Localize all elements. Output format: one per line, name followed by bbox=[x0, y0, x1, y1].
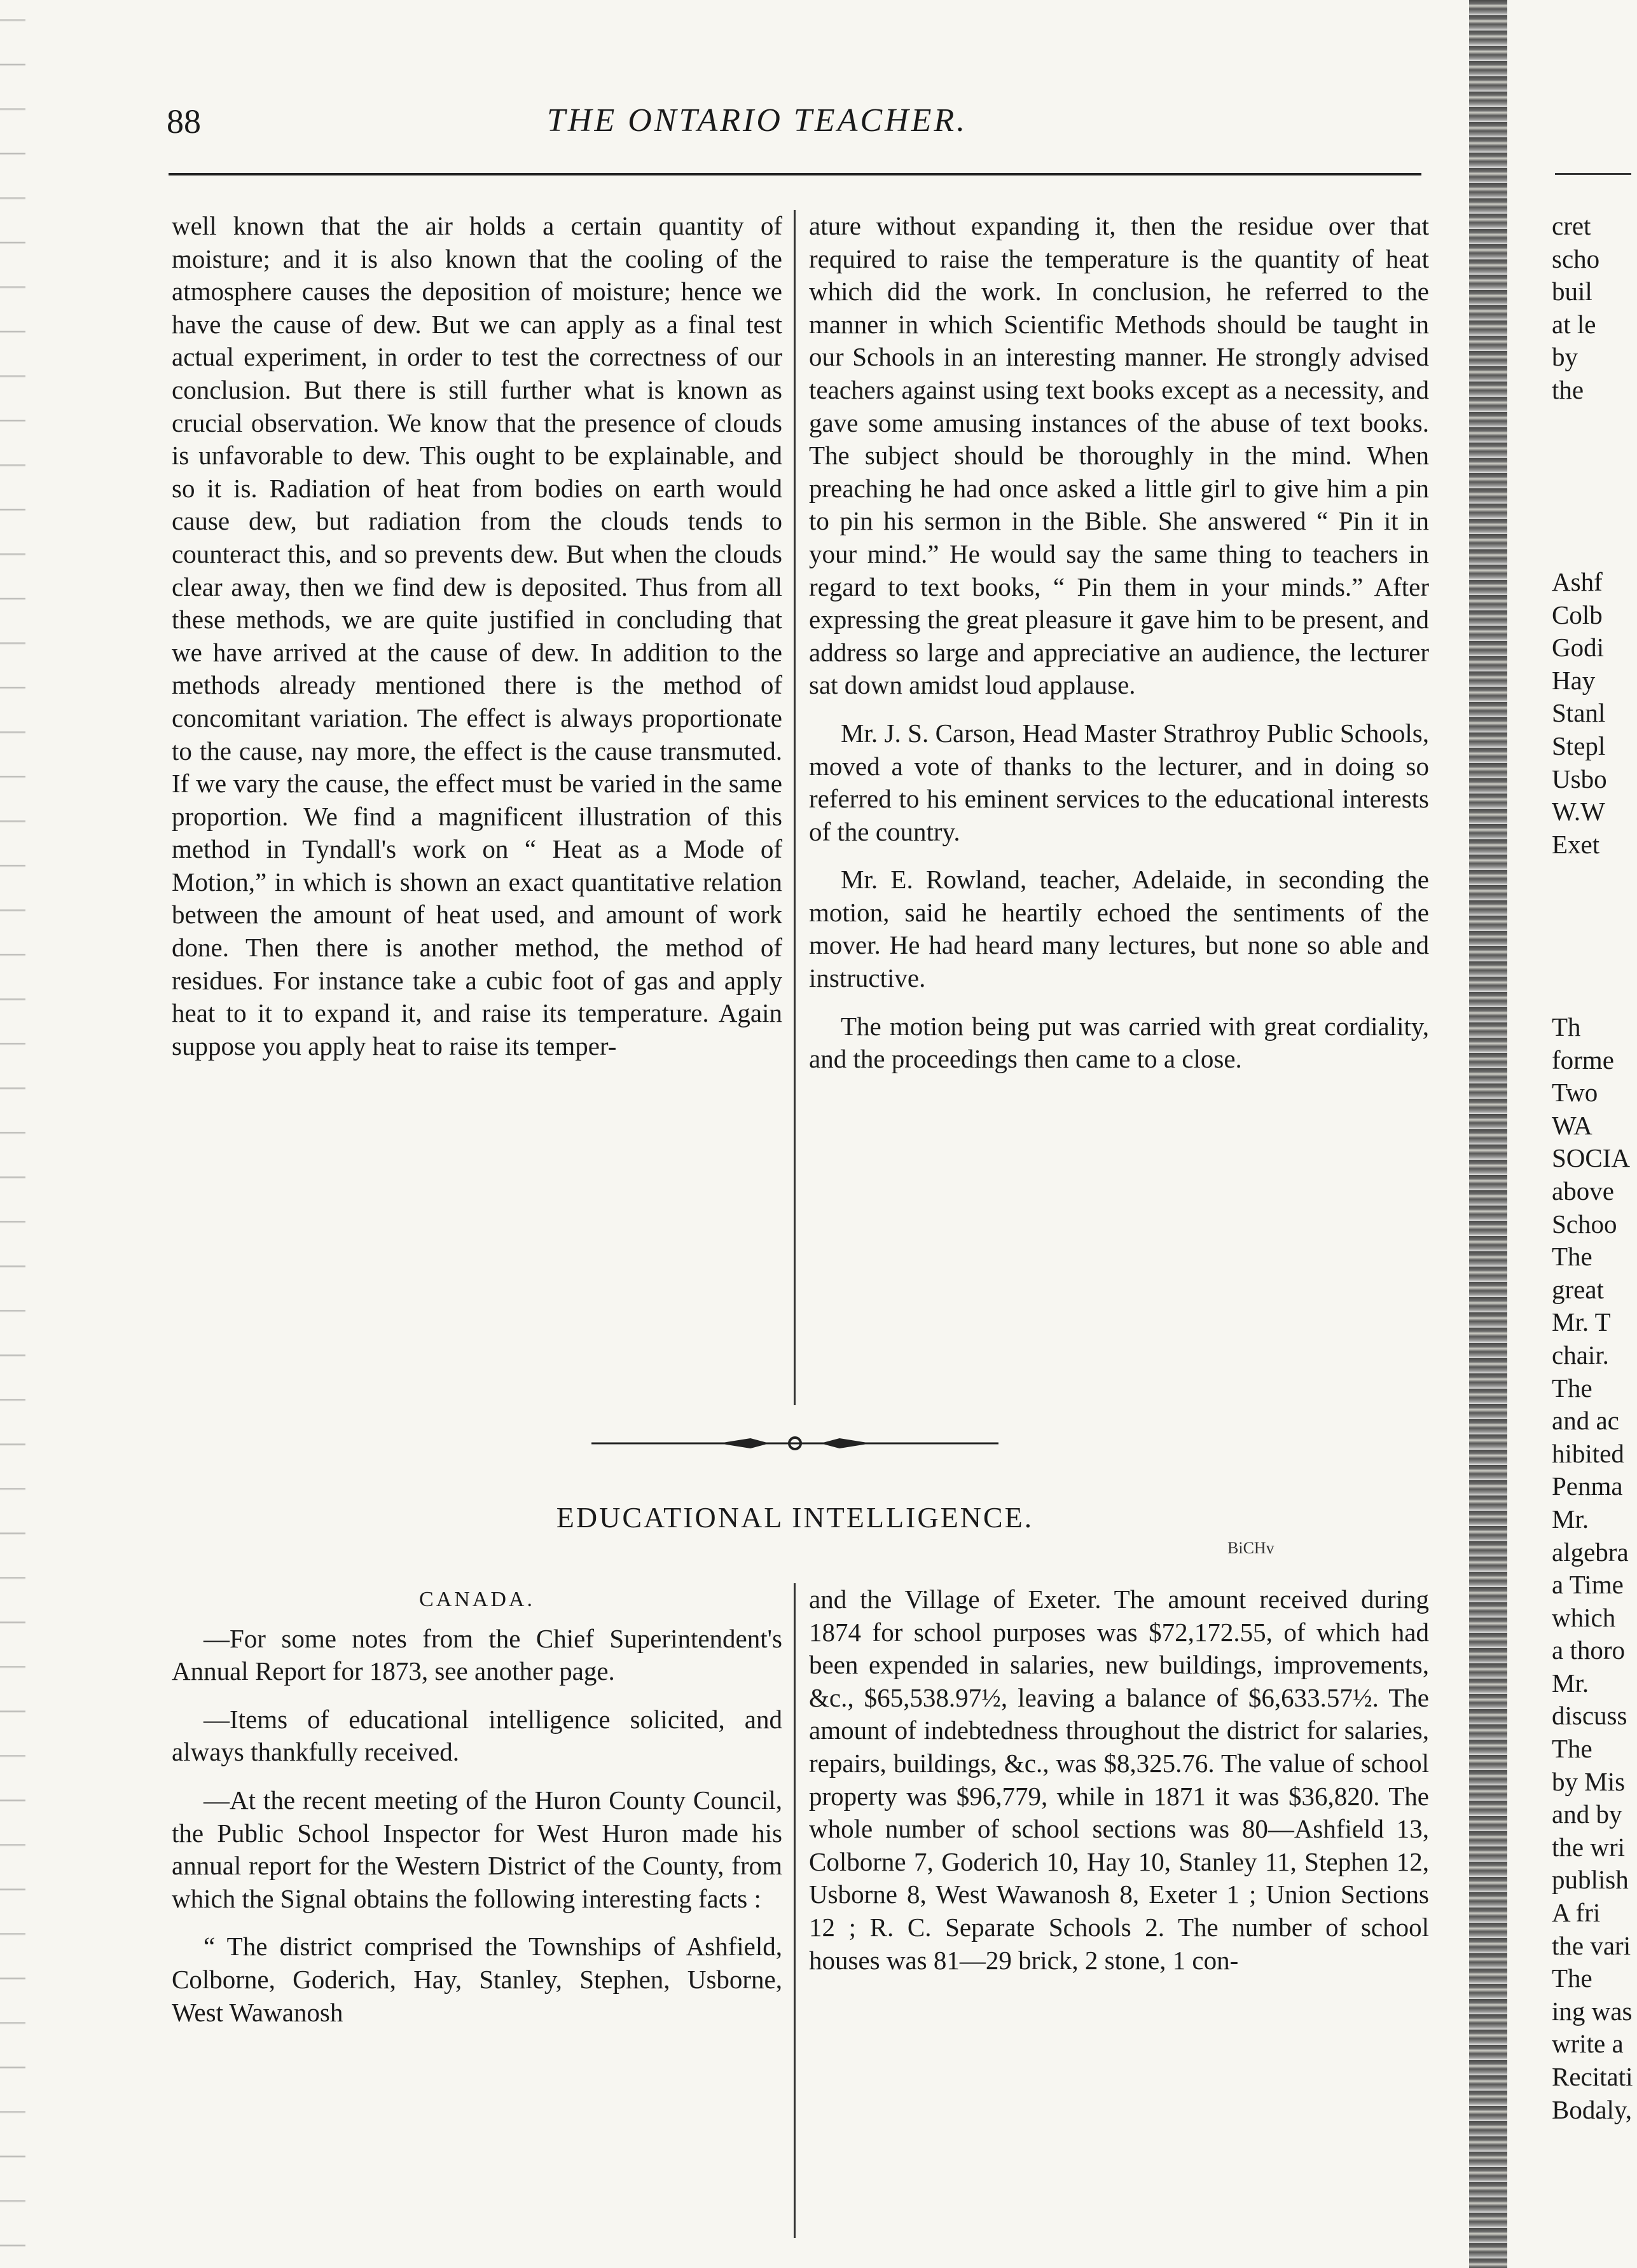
adjacent-page-fragment-2 bbox=[1552, 566, 1637, 861]
column-right-top bbox=[809, 210, 1429, 1076]
column-right-bottom bbox=[809, 1583, 1429, 1977]
fragment-line: Recitati bbox=[1552, 2062, 1633, 2091]
fragment-line: WA bbox=[1552, 1110, 1592, 1140]
fragment-line: Exet bbox=[1552, 829, 1600, 859]
fragment-line: write a bbox=[1552, 2029, 1624, 2059]
header-rule bbox=[169, 173, 1421, 175]
fragment-line: at le bbox=[1552, 309, 1596, 339]
section-heading: EDUCATIONAL INTELLIGENCE. bbox=[556, 1501, 1034, 1534]
fragment-line: Th bbox=[1552, 1012, 1581, 1041]
fragment-line: W.W bbox=[1552, 797, 1605, 827]
column-divider-top bbox=[794, 210, 796, 1405]
adjacent-page-fragment-3 bbox=[1552, 1011, 1637, 2126]
fragment-line: Godi bbox=[1552, 633, 1604, 663]
fragment-line: The bbox=[1552, 1734, 1592, 1764]
fragment-line: cret bbox=[1552, 211, 1591, 240]
fragment-line: the vari bbox=[1552, 1930, 1631, 1960]
scan-edge-noise bbox=[0, 0, 25, 2268]
fragment-line: discuss bbox=[1552, 1701, 1627, 1731]
fragment-line: The bbox=[1552, 1373, 1592, 1403]
fragment-line: Two bbox=[1552, 1078, 1598, 1108]
paragraph: Mr. E. Rowland, teacher, Adelaide, in seconding the motion, said he heartily echoed the sentiments of the mover. He had heard many lectures, but none so able and instructive. bbox=[809, 865, 1429, 993]
paragraph: The motion being put was carried with great cordiality, and the proceedings then came to a close. bbox=[809, 1011, 1429, 1074]
fragment-line: Hay bbox=[1552, 665, 1596, 695]
fragment-line: Stepl bbox=[1552, 731, 1606, 760]
fragment-line: algebra bbox=[1552, 1537, 1629, 1567]
page-gutter-strip bbox=[1469, 0, 1507, 2268]
fragment-line: great bbox=[1552, 1274, 1604, 1304]
fragment-line: Ashf bbox=[1552, 567, 1603, 596]
fragment-line: and ac bbox=[1552, 1406, 1619, 1436]
adjacent-page-fragment-1 bbox=[1552, 210, 1637, 407]
paragraph: Mr. J. S. Carson, Head Master Strathroy Public Schools, moved a vote of thanks to the lecturer, and in doing so referred to his eminent services to the educational interests of the country. bbox=[809, 718, 1429, 846]
fragment-line: buil bbox=[1552, 277, 1592, 306]
fragment-line: SOCIA bbox=[1552, 1143, 1631, 1173]
fragment-line: the bbox=[1552, 375, 1584, 404]
stray-marks: BiCHv bbox=[1227, 1539, 1274, 1557]
paragraph: —Items of educational intelligence solicited, and always thankfully received. bbox=[172, 1704, 782, 1767]
fragment-line: by Mis bbox=[1552, 1766, 1626, 1796]
paragraph: —For some notes from the Chief Superintendent's Annual Report for 1873, see another page. bbox=[172, 1623, 782, 1686]
fragment-line: Bodaly, bbox=[1552, 2094, 1633, 2124]
page-number: 88 bbox=[167, 102, 201, 141]
column-left-bottom bbox=[172, 1583, 782, 2029]
paragraph: and the Village of Exeter. The amount received during 1874 for school purposes was $72,172.55, of which had been expended in salaries, new buildings, improvements, &c., $65,538.97½, leaving a balance of $6,633.57½. The amount of indebtedness throughout the district for salaries, repairs, buildings, &c., was $8,325.76. The value of school property was $96,779, while in 1871 it was $36,820. The whole number of school sections was 80—Ashfield 13, Colborne 7, Goderich 10, Hay 10, Stanley 11, Stephen 12, Usborne 8, West Wawanosh 8, Exeter 1 ; Union Sections 12 ; R. C. Separate Schools 2. The number of school houses was 81—29 brick, 2 stone, 1 con- bbox=[809, 1584, 1429, 1975]
paragraph: “ The district comprised the Townships of Ashfield, Colborne, Goderich, Hay, Stanley, Stephen, Usborne, West Wawanosh bbox=[172, 1932, 782, 2027]
paragraph: well known that the air holds a certain quantity of moisture; and it is also known that the cooling of the atmosphere causes the deposition of moisture; hence we have the cause of dew. But we can apply as a final test actual experiment, in order to test the correctness of our conclusion. But there is still further what is known as crucial observation. We know that the presence of clouds is unfavorable to dew. This ought to be explainable, and so it is. Radiation of heat from bodies on earth would cause dew, but radiation from the clouds tends to counteract this, and so prevents dew. But when the clouds clear away, then we find dew is deposited. Thus from all these methods, we are quite justified in concluding that we have arrived at the cause of dew. In addition to the methods already mentioned there is the method of concomitant variation. The effect is always proportionate to the cause, nay more, the effect is the cause transmuted. If we vary the cause, the effect must be varied in the same proportion. We find a magnificent illustration of this method in Tyndall's work on “ Heat as a Mode of Motion,” in which is shown an exact quantitative relation between the amount of heat used, and amount of work done. Then there is another method, the method of residues. For instance take a cubic foot of gas and apply heat to it to expand it, and raise its temperature. Again suppose you apply heat to raise its temper- bbox=[172, 211, 782, 1061]
fragment-line: chair. bbox=[1552, 1340, 1609, 1370]
fragment-line: Mr. bbox=[1552, 1504, 1589, 1534]
fragment-line: The bbox=[1552, 1242, 1592, 1272]
fragment-line: and by bbox=[1552, 1799, 1622, 1829]
column-left-top bbox=[172, 210, 782, 1062]
fragment-line: Schoo bbox=[1552, 1209, 1617, 1239]
fragment-line: The bbox=[1552, 1963, 1592, 1993]
fragment-line: the wri bbox=[1552, 1832, 1625, 1862]
paragraph: —At the recent meeting of the Huron County Council, the Public School Inspector for West Huron made his annual report for the Western District of the County, from which the Signal obtains the following interesting facts : bbox=[172, 1785, 782, 1913]
fragment-line: Penma bbox=[1552, 1471, 1623, 1501]
fragment-line: Mr. T bbox=[1552, 1307, 1611, 1337]
fragment-line: Usbo bbox=[1552, 764, 1607, 794]
paragraph: ature without expanding it, then the residue over that required to raise the temperature is the quantity of heat which did the work. In conclusion, he referred to the manner in which Scientific Methods should be taught in our Schools in an interesting manner. He strongly advised teachers against using text books except as a necessity, and gave some amusing instances of the abuse of text books. The subject should be thoroughly in the mind. When preaching he had once asked a little girl to give him a pin to pin his sermon in the Bible. She answered “ Pin it in your mind.” He would say the same thing to teachers in regard to text books, “ Pin them in your minds.” After expressing the great pleasure it gave him to be present, and address so large and appreciative an audience, the lecturer sat down amidst loud applause. bbox=[809, 211, 1429, 700]
fragment-line: Colb bbox=[1552, 600, 1603, 629]
fragment-line: by bbox=[1552, 342, 1578, 372]
fragment-line: forme bbox=[1552, 1045, 1614, 1075]
fragment-line: Mr. bbox=[1552, 1668, 1589, 1698]
fragment-line: which bbox=[1552, 1602, 1616, 1632]
fragment-line: a thoro bbox=[1552, 1635, 1625, 1665]
fragment-line: A fri bbox=[1552, 1898, 1601, 1928]
fragment-line: hibited bbox=[1552, 1438, 1624, 1468]
running-title: THE ONTARIO TEACHER. bbox=[547, 102, 968, 139]
column-divider-bottom bbox=[794, 1583, 796, 2238]
adjacent-page-rule bbox=[1555, 173, 1631, 175]
ornament-divider-icon bbox=[591, 1431, 998, 1456]
fragment-line: publish bbox=[1552, 1865, 1629, 1895]
fragment-line: Stanl bbox=[1552, 698, 1606, 728]
fragment-line: scho bbox=[1552, 244, 1600, 273]
fragment-line: a Time bbox=[1552, 1570, 1624, 1600]
fragment-line: ing was bbox=[1552, 1996, 1633, 2026]
fragment-line: above bbox=[1552, 1176, 1614, 1206]
subheading-canada: CANADA. bbox=[419, 1588, 535, 1611]
